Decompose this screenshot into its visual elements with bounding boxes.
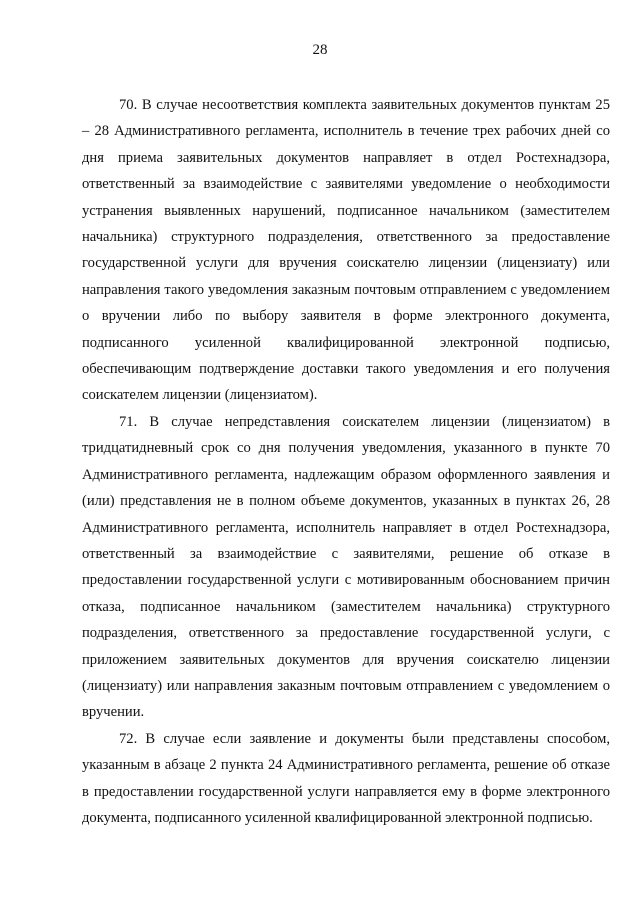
document-body <box>82 92 610 831</box>
page-number: 28 <box>312 42 328 58</box>
paragraph-71: 71. В случае непредставления соискателем лицензии (лицензиатом) в тридцатидневный срок со дня получения уведомления, указанного в пункте 70 Административного регламента, надлежащим образом оформленного заявления и (или) представления не в полном объеме документов, указанных в пунктах 26, 28 Административного регламента, исполнитель направляет в отдел Ростехнадзора, ответственный за взаимодействие с заявителями, решение об отказе в предоставлении государственной услуги с мотивированным обоснованием причин отказа, подписанное начальником (заместителем начальника) структурного подразделения, ответственного за предоставление государственной услуги, с приложением заявительных документов для вручения соискателю лицензии (лицензиату) или направления заказным почтовым отправлением с уведомлением о вручении. <box>82 413 610 721</box>
paragraph-72: 72. В случае если заявление и документы были представлены способом, указанным в абзаце 2 пункта 24 Административного регламента, решение об отказе в предоставлении государственной услуги направляется ему в форме электронного документа, подписанного усиленной квалифицированной электронной подписью. <box>82 730 610 826</box>
paragraph-70: 70. В случае несоответствия комплекта заявительных документов пунктам 25 – 28 Административного регламента, исполнитель в течение трех рабочих дней со дня приема заявительных документов направляет в отдел Ростехнадзора, ответственный за взаимодействие с заявителями уведомление о необходимости устранения выявленных нарушений, подписанное начальником (заместителем начальника) структурного подразделения, ответственного за предоставление государственной услуги для вручения соискателю лицензии (лицензиату) или направления такого уведомления заказным почтовым отправлением с уведомлением о вручении либо по выбору заявителя в форме электронного документа, подписанного усиленной квалифицированной электронной подписью, обеспечивающим подтверждение доставки такого уведомления и его получения соискателем лицензии (лицензиатом). <box>82 97 610 404</box>
